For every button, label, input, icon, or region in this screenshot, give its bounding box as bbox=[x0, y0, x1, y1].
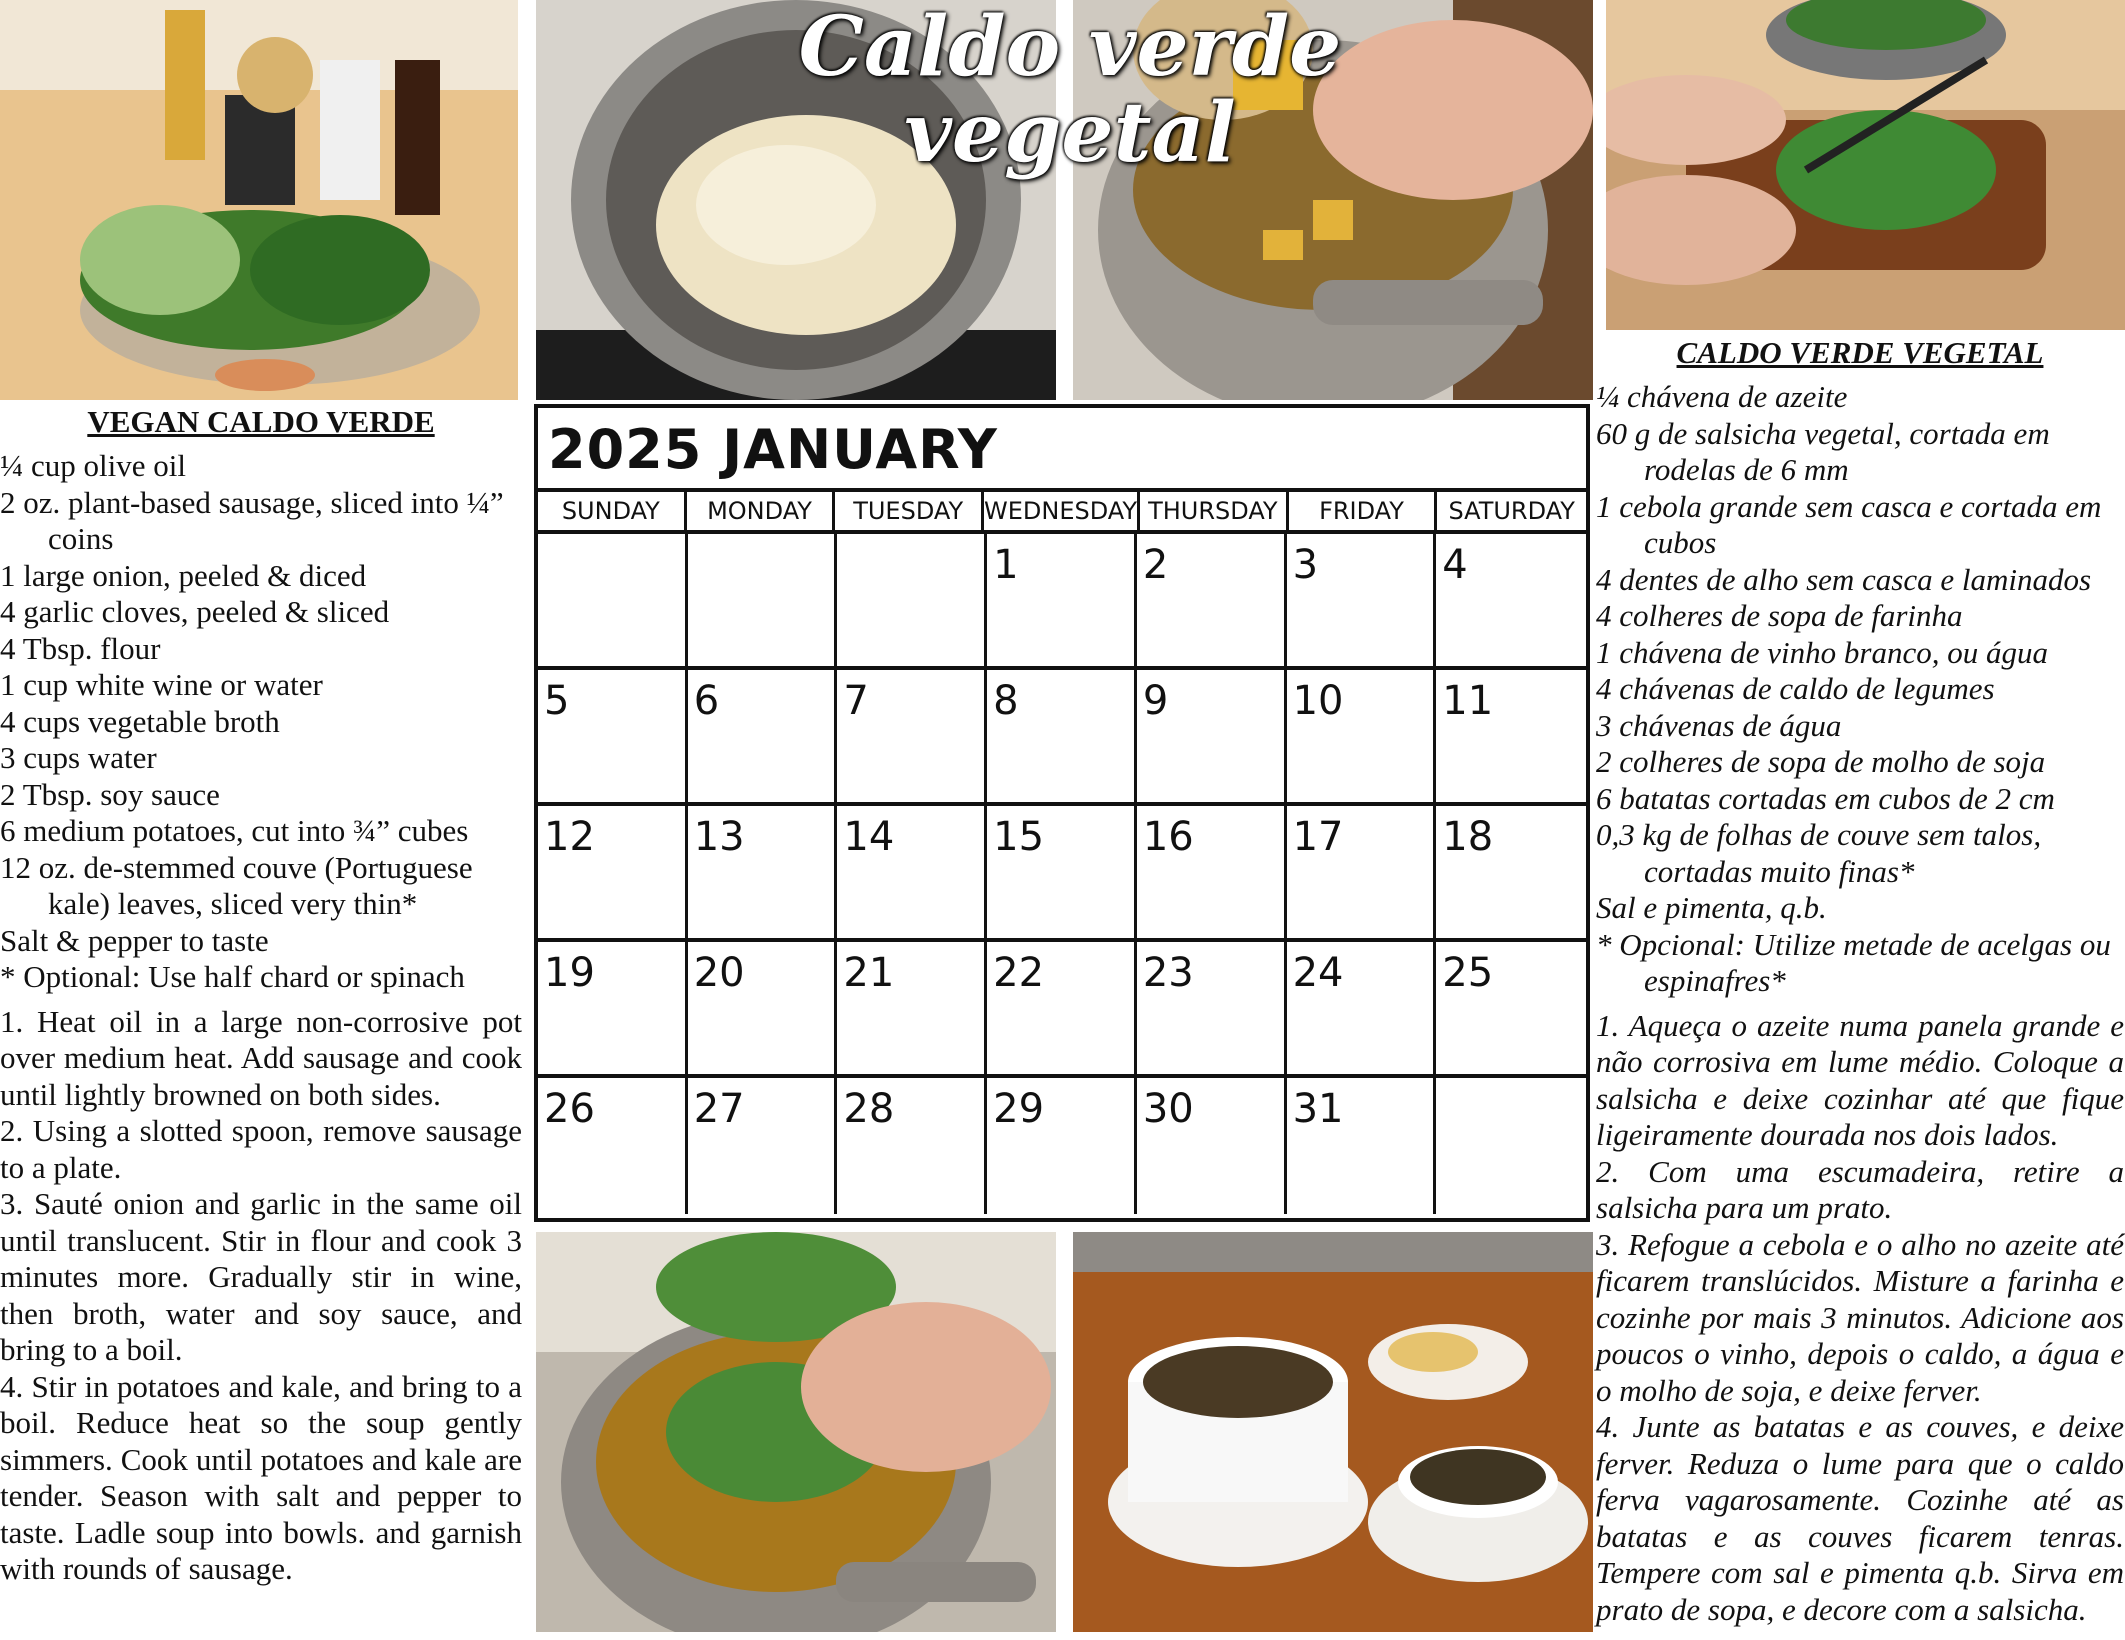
calendar-day: 3 bbox=[1287, 534, 1437, 670]
photo-adding-kale bbox=[536, 1232, 1056, 1632]
calendar-day: 24 bbox=[1287, 942, 1437, 1078]
step: 3. Sauté onion and garlic in the same oil until translucent. Stir in flour and cook 3 minutes more. Gradually stir in wine, then broth, water and soy sauce, and bring to a boil. bbox=[0, 1186, 522, 1367]
calendar-day: 7 bbox=[837, 670, 987, 806]
step: 2. Using a slotted spoon, remove sausage to a plate. bbox=[0, 1113, 522, 1185]
calendar-day: 8 bbox=[987, 670, 1137, 806]
calendar-day: 26 bbox=[538, 1078, 688, 1214]
calendar-day: 19 bbox=[538, 942, 688, 1078]
calendar-day: 11 bbox=[1436, 670, 1586, 806]
calendar-day: 27 bbox=[688, 1078, 838, 1214]
calendar-empty-cell bbox=[538, 534, 688, 670]
calendar-day: 14 bbox=[837, 806, 987, 942]
calendar-day: 4 bbox=[1436, 534, 1586, 670]
calendar-day: 23 bbox=[1137, 942, 1287, 1078]
calendar-day: 22 bbox=[987, 942, 1137, 1078]
weekday-label: TUESDAY bbox=[835, 492, 984, 530]
portuguese-steps bbox=[1596, 1008, 2124, 1629]
calendar-weekdays bbox=[538, 492, 1586, 534]
calendar-day: 6 bbox=[688, 670, 838, 806]
weekday-label: SUNDAY bbox=[538, 492, 687, 530]
ingredient: ¼ chávena de azeite bbox=[1596, 379, 1848, 414]
ingredient: 1 large onion, peeled & diced bbox=[0, 557, 367, 593]
calendar-day: 20 bbox=[688, 942, 838, 1078]
ingredient: 0,3 kg de folhas de couve sem talos, cortadas muito finas* bbox=[1596, 817, 2042, 889]
ingredient: 4 garlic cloves, peeled & sliced bbox=[0, 594, 390, 629]
ingredient: 4 Tbsp. flour bbox=[0, 630, 161, 666]
calendar-empty-cell bbox=[688, 534, 838, 670]
ingredient: 12 oz. de-stemmed couve (Portuguese kale) leaves, sliced very thin* bbox=[0, 849, 473, 921]
ingredient: Salt & pepper to taste bbox=[0, 922, 269, 958]
ingredient: 1 cebola grande sem casca e cortada em cubos bbox=[1596, 488, 2102, 560]
calendar-day: 12 bbox=[538, 806, 688, 942]
step: 4. Stir in potatoes and kale, and bring to a boil. Reduce heat so the soup gently simmers. Cook until potatoes and kale are tender. Season with salt and pepper to taste. Ladle soup into bowls. and garnish with rounds of sausage. bbox=[0, 1368, 522, 1586]
step: 1. Heat oil in a large non-corrosive pot over medium heat. Add sausage and cook until lightly browned on both sides. bbox=[0, 1003, 522, 1112]
ingredient: 2 Tbsp. soy sauce bbox=[0, 776, 220, 812]
ingredient: 2 colheres de sopa de molho de soja bbox=[1596, 744, 2046, 779]
ingredient: 1 cup white wine or water bbox=[0, 667, 323, 702]
calendar-day: 9 bbox=[1137, 670, 1287, 806]
calendar-day: 17 bbox=[1287, 806, 1437, 942]
step: 4. Junte as batatas e as couves, e deixe ferver. Reduza o lume para que o caldo ferva vagarosamente. Cozinhe até as batatas e as couves ficarem tenras. Tempere com sal e pimenta q.b. Sirva em prato de sopa, e decore com a salsicha. bbox=[1596, 1409, 2124, 1627]
calendar-day: 1 bbox=[987, 534, 1137, 670]
step: 1. Aqueça o azeite numa panela grande e não corrosiva em lume médio. Coloque a salsicha e deixe cozinhar até que fique ligeiramente dourada nos dois lados. bbox=[1596, 1007, 2124, 1152]
english-ingredients bbox=[0, 448, 522, 996]
calendar-day: 29 bbox=[987, 1078, 1137, 1214]
calendar-day: 5 bbox=[538, 670, 688, 806]
weekday-label: SATURDAY bbox=[1448, 497, 1575, 525]
photo-ingredients bbox=[0, 0, 518, 400]
calendar-day: 16 bbox=[1137, 806, 1287, 942]
ingredient: 6 medium potatoes, cut into ¾” cubes bbox=[0, 813, 469, 848]
photo-served-soup bbox=[1073, 1232, 1593, 1632]
step: 2. Com uma escumadeira, retire a salsicha para um prato. bbox=[1596, 1153, 2124, 1225]
calendar-grid bbox=[538, 534, 1586, 1214]
ingredient: Sal e pimenta, q.b. bbox=[1596, 890, 1827, 925]
calendar-day: 21 bbox=[837, 942, 987, 1078]
weekday-label: THURSDAY bbox=[1140, 492, 1289, 530]
page-title: Caldo verde vegetal bbox=[798, 0, 1342, 182]
calendar-title: 2025 JANUARY bbox=[538, 408, 1586, 492]
ingredient: 4 cups vegetable broth bbox=[0, 703, 280, 739]
calendar-day: 15 bbox=[987, 806, 1137, 942]
calendar-day: 30 bbox=[1137, 1078, 1287, 1214]
calendar-day: 25 bbox=[1436, 942, 1586, 1078]
weekday-label: MONDAY bbox=[687, 492, 836, 530]
english-recipe bbox=[0, 402, 522, 1588]
calendar-day: 13 bbox=[688, 806, 838, 942]
english-heading: VEGAN CALDO VERDE bbox=[87, 404, 435, 439]
photo-slicing-kale bbox=[1606, 0, 2125, 330]
calendar bbox=[534, 404, 1590, 1222]
english-steps bbox=[0, 1004, 522, 1588]
ingredient: 4 chávenas de caldo de legumes bbox=[1596, 671, 1995, 706]
calendar-day: 18 bbox=[1436, 806, 1586, 942]
step: 3. Refogue a cebola e o alho no azeite até ficarem translúcidos. Misture a farinha e cozinhe por mais 3 minutos. Adicione aos poucos o vinho, depois o caldo, a água e o molho de soja, e deixe ferver. bbox=[1596, 1226, 2124, 1408]
ingredient: 3 cups water bbox=[0, 740, 157, 775]
portuguese-recipe bbox=[1596, 333, 2124, 1628]
ingredient: ¼ cup olive oil bbox=[0, 448, 186, 483]
ingredient: * Opcional: Utilize metade de acelgas ou espinafres* bbox=[1596, 926, 2111, 998]
calendar-empty-cell bbox=[1436, 1078, 1586, 1214]
weekday-label: FRIDAY bbox=[1289, 492, 1438, 530]
ingredient: * Optional: Use half chard or spinach bbox=[0, 959, 465, 994]
ingredient: 1 chávena de vinho branco, ou água bbox=[1596, 634, 2048, 670]
calendar-day: 2 bbox=[1137, 534, 1287, 670]
ingredient: 60 g de salsicha vegetal, cortada em rodelas de 6 mm bbox=[1596, 415, 2050, 487]
portuguese-heading: CALDO VERDE VEGETAL bbox=[1676, 335, 2044, 370]
ingredient: 3 chávenas de água bbox=[1596, 707, 1842, 743]
calendar-empty-cell bbox=[837, 534, 987, 670]
ingredient: 6 batatas cortadas em cubos de 2 cm bbox=[1596, 780, 2055, 816]
calendar-day: 10 bbox=[1287, 670, 1437, 806]
ingredient: 2 oz. plant-based sausage, sliced into ¼” coins bbox=[0, 484, 504, 556]
calendar-day: 31 bbox=[1287, 1078, 1437, 1214]
ingredient: 4 colheres de sopa de farinha bbox=[1596, 598, 1963, 633]
portuguese-ingredients bbox=[1596, 379, 2124, 1000]
ingredient: 4 dentes de alho sem casca e laminados bbox=[1596, 561, 2092, 597]
calendar-day: 28 bbox=[837, 1078, 987, 1214]
weekday-label: WEDNESDAY bbox=[984, 492, 1140, 530]
